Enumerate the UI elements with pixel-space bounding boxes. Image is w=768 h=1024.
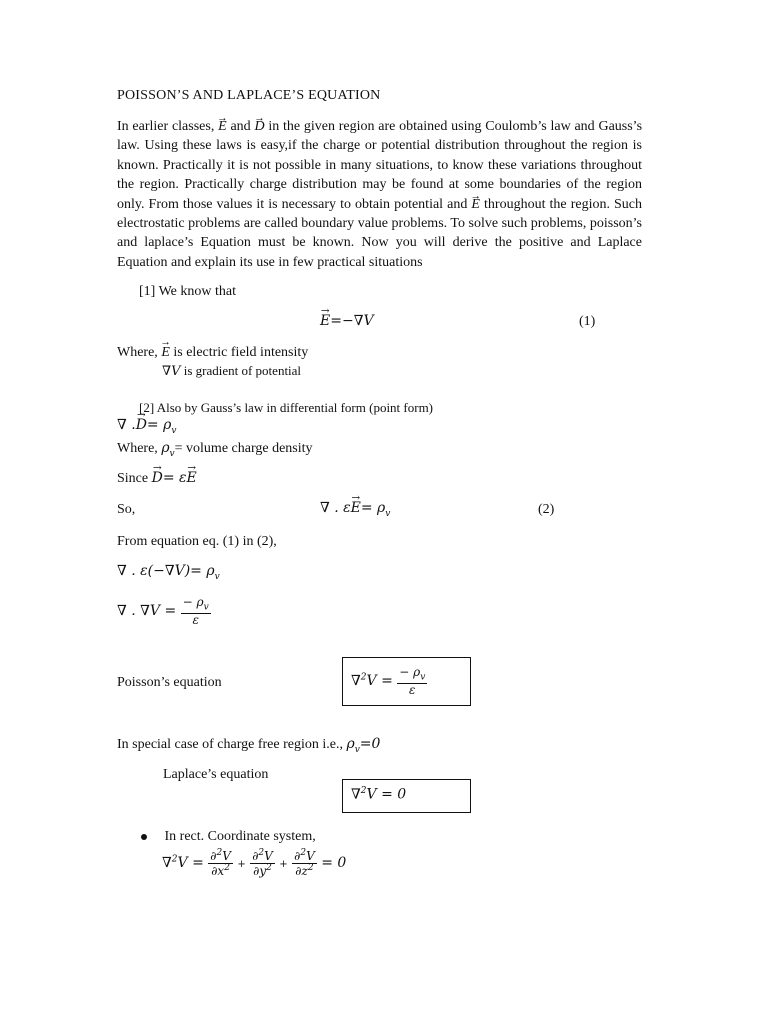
eq1-e: → E — [320, 313, 330, 329]
rect-den-y: ∂y — [253, 863, 267, 878]
intro-text-1: In earlier classes, — [117, 119, 215, 134]
page-title: POISSON’S AND LAPLACE’S EQUATION — [117, 88, 381, 103]
special-text: In special case of charge free region i.e., — [117, 737, 343, 752]
rect-den-x: ∂x — [211, 863, 225, 878]
where-e: → E — [161, 345, 170, 361]
vector-d: → D — [254, 117, 264, 136]
intro-and: and — [230, 119, 251, 134]
poisson-den: ε — [409, 682, 416, 697]
vector-e: → E — [218, 117, 227, 136]
poisson-nabla: ∇ — [351, 673, 361, 690]
step2-label: [2] Also by Gauss’s law in differential form (point form) — [139, 400, 434, 415]
laplace-equation: ∇$^2$V = 0 — [351, 786, 407, 803]
so-label: So, — [117, 502, 136, 517]
div-d-equation: ∇ .→ $D= \rho_v$ — [117, 417, 176, 436]
gradient-line — [162, 363, 301, 379]
div-grad-den: ε — [192, 612, 199, 627]
rect-term-x: $\frac{\partial^2V}{\partial x^2}$ — [210, 848, 231, 878]
since-label: Since — [117, 471, 149, 486]
poisson-equation: ∇$^2$V = $\frac{- \rho_v}{\varepsilon}$ — [351, 665, 426, 697]
rho-definition: Where, $\rho_v=$ volume charge density — [117, 440, 313, 459]
vector-e-2: → E — [471, 195, 480, 214]
since-rhs: = ε — [162, 470, 187, 486]
equation-2-number: (2) — [538, 502, 555, 517]
since-line — [117, 470, 197, 487]
rect-term-y: $\frac{\partial^2V}{\partial y^2}$ — [252, 848, 273, 878]
bullet-text: In rect. Coordinate system, — [164, 829, 316, 844]
special-case-line: In special case of charge free region i.e., $\rho_v=0$ — [117, 736, 381, 755]
since-e: → E — [187, 470, 197, 486]
equation-1-number: (1) — [579, 314, 596, 329]
poisson-v: V = — [366, 673, 393, 690]
rect-den-z: ∂z — [295, 863, 308, 878]
bullet-dot — [141, 834, 147, 840]
grad-symbol: ∇V — [162, 364, 181, 379]
where-rho-label: Where, — [117, 441, 158, 456]
rho-text: = volume charge density — [174, 441, 313, 456]
rect-term-z: $\frac{\partial^2V}{\partial z^2}$ — [294, 848, 315, 878]
laplace-label: Laplace’s equation — [163, 767, 269, 782]
poisson-fraction: $\frac{- \rho_v}{\varepsilon}$ — [399, 665, 426, 697]
div-d-op: ∇ . — [117, 417, 136, 433]
poisson-label: Poisson’s equation — [117, 675, 222, 690]
grad-text: is gradient of potential — [183, 363, 302, 378]
div-d-rhs: = ρ — [146, 417, 172, 433]
substitution-text: ∇ . ε(−∇V)= ρ — [117, 563, 215, 579]
bullet-line — [141, 829, 316, 845]
where-e-line — [117, 345, 308, 361]
eq1-rhs: =−∇V — [330, 313, 374, 329]
poisson-num: − ρ — [399, 665, 421, 679]
intro-text-2: in the given region are obtained using Coulomb’s law and Gauss’s law. Using these laws is easy,if the charge or potential distribution throughout the region is known. Practically it is not possible in many situations, to know these variations throughout the region. Practically charge distribution may be found at some boundaries of the region only. From those values it is necessary to obtain potential and — [117, 119, 643, 212]
substitution-line: ∇ . $\varepsilon(-\nabla V)= \rho_v$ — [117, 563, 220, 582]
rect-rhs: = 0 — [321, 855, 347, 872]
div-d-vec: → D — [136, 417, 147, 433]
rect-lhs: V = — [177, 855, 204, 872]
laplace-eq-text: V = 0 — [366, 786, 407, 803]
div-grad-num: − ρ — [182, 595, 204, 609]
equation-2: ∇ . $\varepsilon\to E= \rho_v$ — [320, 500, 390, 519]
eq2-e: → E — [351, 500, 361, 516]
poisson-equation-box — [342, 657, 471, 706]
div-grad-fraction: $\frac{- \rho_v}{\varepsilon}$ — [182, 595, 209, 627]
laplace-equation-box — [342, 779, 471, 813]
equation-1 — [320, 313, 374, 329]
special-rho: ρ — [346, 736, 355, 752]
div-grad-lhs: ∇ . ∇V = — [117, 603, 177, 620]
special-rhs: =0 — [359, 736, 381, 752]
eq2-lhs: ∇ . ε — [320, 500, 351, 516]
where-label: Where, — [117, 345, 158, 360]
step1-label: [1] We know that — [139, 284, 236, 299]
intro-paragraph — [117, 117, 642, 272]
div-grad-line — [117, 596, 211, 626]
where-e-text: is electric field intensity — [173, 345, 309, 360]
intro-text-3: throughout the region. Such electrostatic problems are called boundary value problems. To solve such problems, poisson’s and laplace’s Equation must be known. Now you will derive the positive and Laplace Equation and explain its use in few practical situations — [117, 196, 643, 270]
rect-laplacian-equation: ∇$^2$V = $\frac{\partial^2V}{\partial x^2}$ + $\frac{\partial^2V}{\partial y^2}$ + $\frac{\partial^2V}{\partial z^2}$ = 0 — [162, 848, 347, 878]
eq2-rhs: = ρ — [360, 500, 386, 516]
since-d: → D — [152, 470, 163, 486]
from-equation-text: From equation eq. (1) in (2), — [117, 534, 277, 549]
